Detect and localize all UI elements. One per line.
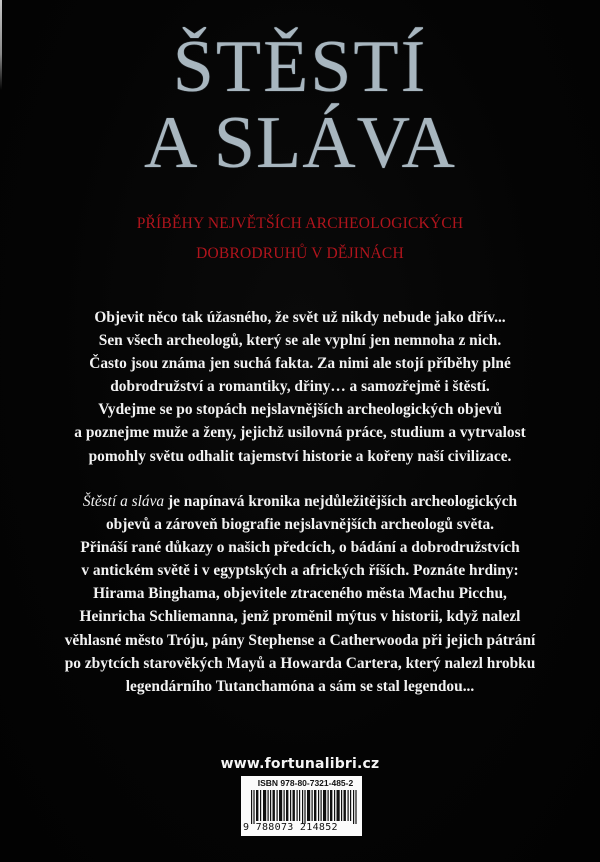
blurb-line: [50, 490, 550, 513]
book-title-line1: ŠTĚSTÍ: [172, 26, 428, 108]
blurb-line: dobrodružství a romantiky, dřiny… a samozřejmě i štěstí.: [110, 378, 490, 396]
blurb-line: legendárního Tutanchamóna a sám se stal legendou...: [125, 677, 475, 695]
blurb-line: Objevit něco tak úžasného, že svět už nikdy nebude jako dřív...: [94, 309, 506, 326]
blurb-line: Přináší rané důkazy o našich předcích, o bádání a dobrodružstvích: [80, 539, 520, 557]
blurb-line: a poznejme muže a ženy, jejichž usilovná práce, studium a vytrvalost: [74, 424, 526, 442]
ean-digits: [243, 822, 360, 833]
ean-first-digit: 9: [243, 822, 250, 833]
blurb-line: Často jsou známa jen suchá fakta. Za nimi ale stojí příběhy plné: [89, 355, 511, 373]
blurb-paragraph-2: [50, 490, 550, 698]
blurb-paragraph-1: [50, 306, 550, 468]
blurb-line: Vydejme se po stopách nejslavnějších archeologických objevů: [98, 401, 502, 419]
blurb-line-rest: je napínavá kronika nejdůležitějších archeologických: [164, 493, 518, 510]
ean-group-2: 214852: [299, 822, 338, 833]
blurb-line: v antickém světě i v egyptských a afrických říších. Poznáte hrdiny:: [81, 562, 519, 580]
book-subtitle-line2: DOBRODRUHŮ V DĚJINÁCH: [196, 245, 404, 262]
blurb-line: Heinricha Schliemanna, jenž proměnil mýtus v historii, když nalezl: [79, 608, 521, 626]
blurb-line: objevů a zároveň biografie nejslavnějších archeologů světa.: [105, 516, 494, 534]
ean-group-1: 788073: [255, 822, 294, 833]
book-subtitle-line1: PŘÍBĚHY NEJVĚTŠÍCH ARCHEOLOGICKÝCH: [136, 215, 464, 232]
publisher-website[interactable]: www.fortunalibri.cz: [220, 756, 380, 772]
book-title-italic: Štěstí a sláva: [82, 493, 165, 510]
isbn-barcode: [241, 776, 362, 836]
blurb-line: pomohly světu odhalit tajemství historie a kořeny naší civilizace.: [88, 447, 512, 465]
blurb-line: po zbytcích starověkých Mayů a Howarda Cartera, který nalezl hrobku: [64, 654, 536, 672]
blurb-line: Sen všech archeologů, který se ale vyplní jen nemnoha z nich.: [98, 332, 502, 350]
blurb-line: věhlasné město Tróju, pány Stephense a Catherwooda při jejich pátrání: [64, 631, 536, 649]
blurb-line: Hirama Binghama, objevitele ztraceného města Machu Picchu,: [93, 585, 507, 603]
book-title-line2: A SLÁVA: [144, 102, 456, 184]
barcode-bars-icon: [251, 790, 357, 824]
isbn-label: ISBN 978-80-7321-485-2: [257, 778, 354, 788]
